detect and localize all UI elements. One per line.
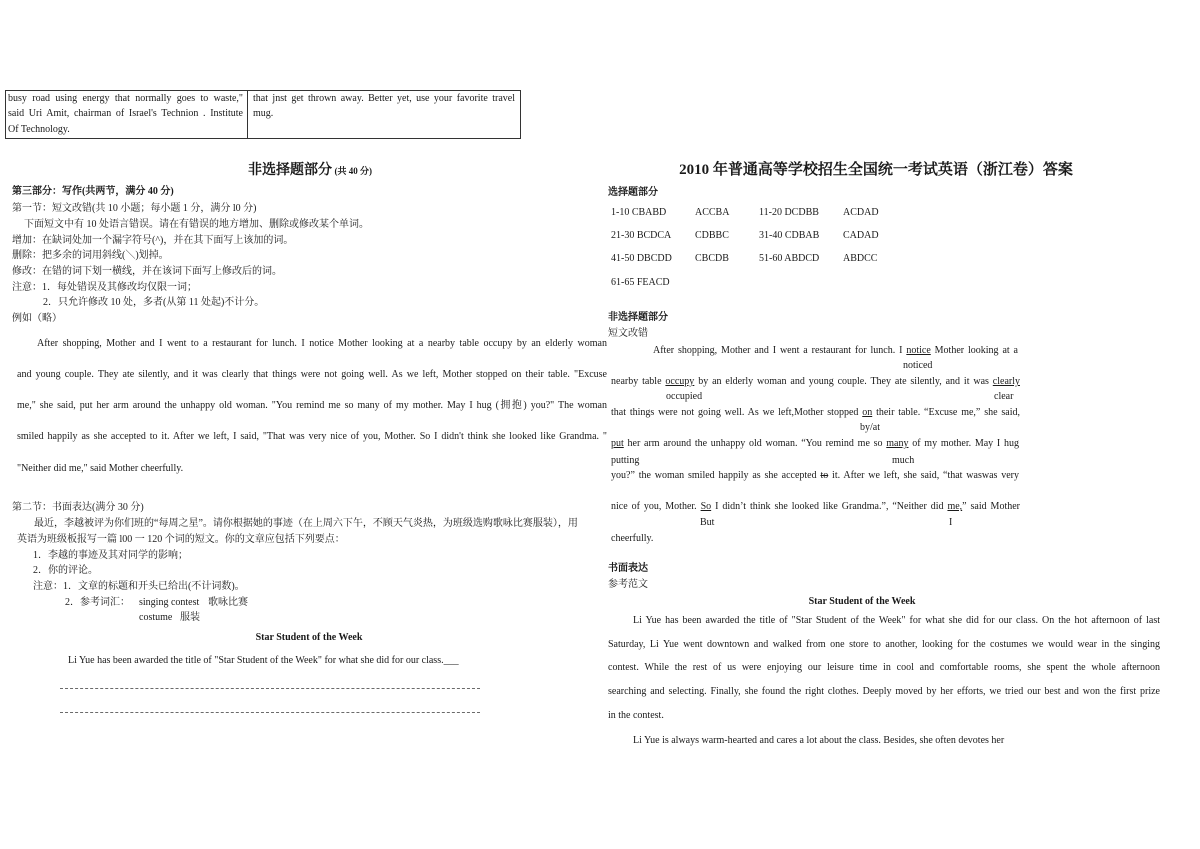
correction-fix: noticed [903,360,933,371]
correction-fix: putting [611,455,640,466]
correction-text: cheerfully. [611,533,654,544]
answer-key-cell: 31-40 CDBAB [759,230,820,241]
sample-essay-line: in the contest. [608,710,664,721]
correction-error-word: many [886,438,909,449]
passage-line: me," she said, put her arm around the unhappy old woman. "You remind me so many of my mother. May I hug (拥抱) you?" The woman [17,400,607,411]
correction-line [611,532,653,546]
answer-key-cell: CDBBC [695,230,729,241]
answer-line [60,712,480,713]
correction-text: After shopping, Mother and I went a restaurant for lunch. I [653,345,907,356]
correction-text: her arm around the unhappy old woman. “You remind me so [623,438,887,449]
answer-key-cell: ABDCC [843,253,878,264]
passage-line: and young couple. They ate silently, and it was clearly that things were not going well. As we left, Mother stopped on their table. "Excuse [17,369,607,380]
section1-heading: 第一节：短文改错(共 10 小题；每小题 1 分，满分 l0 分) [12,203,257,214]
section2-prompt: 英语为班级板报写一篇 l00 一 120 个词的短文。你的文章应包括下列要点： [17,534,345,545]
correction-text: Mother looking at a [930,345,1018,356]
section2-note: 注意：1．文章的标题和开头已给出(不计词数)。 [33,581,245,592]
correction-text: that things were not going well. As we left,Mother stopped [611,407,863,418]
table-cell-right-line: that jnst get thrown away. Better yet, use your favorite travel [253,93,515,104]
passage-line: After shopping, Mother and I went to a restaurant for lunch. I notice Mother looking at a nearby table occupy by an elderly woman [37,338,607,349]
correction-error-word: occupy [665,376,695,387]
vocab-english: costume [139,612,173,623]
vocab-english: singing contest [139,597,200,608]
correction-text: of my mother. May I hug [908,438,1019,449]
essay-title: Star Student of the Week [255,632,363,643]
correction-fix: much [892,455,915,466]
correction-error-word: put [611,438,624,449]
correction-fix: by/at [860,422,880,433]
writing-heading: 书面表达 [608,563,648,574]
nonchoice-heading: 非选择题部分 [608,312,668,323]
correction-line [653,344,1018,358]
answers-title: 2010 年普通高等学校招生全国统一考试英语（浙江卷）答案 [679,162,1073,178]
answer-key-cell: 51-60 ABDCD [759,253,820,264]
section1-instruction: 增加：在缺词处加一个漏字符号(^)，并在其下面写上该加的词。 [12,235,294,246]
correction-error-word: me, [947,501,963,512]
correction-error-word: clearly [992,376,1020,387]
questions-title-points: (共 40 分) [334,166,372,176]
essay-start: Li Yue has been awarded the title of "Star Student of the Week" for what she did for our class.___ [68,655,459,666]
answer-key-cell: 1-10 CBABD [611,207,667,218]
sample-essay-line: contest. While the rest of us were enjoying our leisure time in cool and comfortable rooms, she spent the whole afternoon [608,662,1160,673]
sample-essay-line: searching and selecting. Finally, she found the right clothes. Deeply moved by her efforts, we tried our best and won the first prize [608,686,1160,697]
vocab-chinese: 歌咏比赛 [208,597,248,608]
passage-line: smiled happily as she accepted to it. After we left, I said, "That was very nice of you, Mother. So I didn't think she looked like Grandma. " [17,431,607,442]
answer-line [60,688,480,689]
section1-note: 注意：1．每处错误及其修改均仅限一词； [12,282,197,293]
correction-line [611,500,1020,514]
vocab-chinese: 服装 [180,612,200,623]
correction-fix: But [700,517,715,528]
correction-fix: clear [994,391,1014,402]
answer-key-cell: 21-30 BCDCA [611,230,672,241]
section1-note: 2．只允许修改 10 处，多者(从第 11 处起)不计分。 [43,297,265,308]
correction-line [611,406,1020,420]
sample-essay-line: Li Yue has been awarded the title of "Star Student of the Week" for what she did for our class. On the hot afternoon of last [633,615,1160,626]
correction-text: I didn’t think she looked like Grandma.”, “Neither did [711,501,948,512]
table-cell-left-line: Of Technology. [8,124,70,135]
answer-key-cell: 41-50 DBCDD [611,253,672,264]
answer-key-cell: CADAD [843,230,879,241]
correction-text: nearby table [611,376,666,387]
answer-key-cell: 11-20 DCDBB [759,207,819,218]
answer-key-cell: CBCDB [695,253,729,264]
answer-key-cell: 61-65 FEACD [611,277,670,288]
part3-heading: 第三部分：写作(共两节，满分 40 分) [12,186,174,197]
section1-instruction: 删除：把多余的词用斜线(＼)划掉。 [12,250,169,261]
correction-deleted-word: to [820,470,829,481]
section2-point: 1．李越的事迹及其对同学的影响； [33,550,188,561]
answer-key-cell: ACDAD [843,207,879,218]
correction-text: ” said Mother [962,501,1020,512]
correction-heading: 短文改错 [608,328,648,339]
correction-error-word: So [700,501,712,512]
correction-line [611,469,1019,483]
table-column-divider [247,90,248,138]
passage-line: "Neither did me," said Mother cheerfully. [17,463,184,474]
correction-line [611,375,1020,389]
questions-title-text: 非选择题部分 [248,163,332,178]
section1-example: 例如（略） [12,313,62,324]
sample-essay-title: Star Student of the Week [808,596,916,607]
writing-subheading: 参考范文 [608,579,648,590]
correction-text: you?” the woman smiled happily as she accepted [611,470,821,481]
correction-text: by an elderly woman and young couple. They ate silently, and it was [694,376,993,387]
correction-text: their table. “Excuse me,” she said, [872,407,1020,418]
sample-essay-line: Saturday, Li Yue went downtown and walked from one store to another, looking for the costumes we would wear in the singing [608,639,1160,650]
table-cell-left-line: said Uri Amit, chairman of Israel's Technion . Institute [8,108,243,119]
correction-error-word: notice [906,345,931,356]
correction-text: it. After we left, she said, “that waswas very [828,470,1019,481]
choice-heading: 选择题部分 [608,187,658,198]
table-cell-right-line: mug. [253,108,274,119]
sample-essay-line: Li Yue is always warm-hearted and cares a lot about the class. Besides, she often devotes her [633,735,1005,746]
section2-prompt: 最近，李越被评为你们班的“每周之星”。请你根据她的事迹（在上周六下午，不顾天气炎热，为班级选购歌咏比赛服装），用 [34,518,578,529]
section2-note: 2．参考词汇： [65,597,130,608]
questions-title [0,162,620,180]
correction-error-word: on [862,407,873,418]
section2-point: 2．你的评论。 [33,565,98,576]
correction-text: nice of you, Mother. [611,501,701,512]
correction-fix: I [949,517,953,528]
section1-instruction: 修改：在错的词下划一横线，并在该词下面写上修改后的词。 [12,266,282,277]
answer-key-cell: ACCBA [695,207,730,218]
table-cell-left-line: busy road using energy that normally goes to waste," [8,93,243,104]
section1-instruction: 下面短文中有 10 处语言错误。请在有错误的地方增加、删除或修改某个单词。 [24,219,369,230]
section2-heading: 第二节：书面表达(满分 30 分) [12,502,144,513]
correction-line [611,437,1019,451]
correction-fix: occupied [666,391,703,402]
